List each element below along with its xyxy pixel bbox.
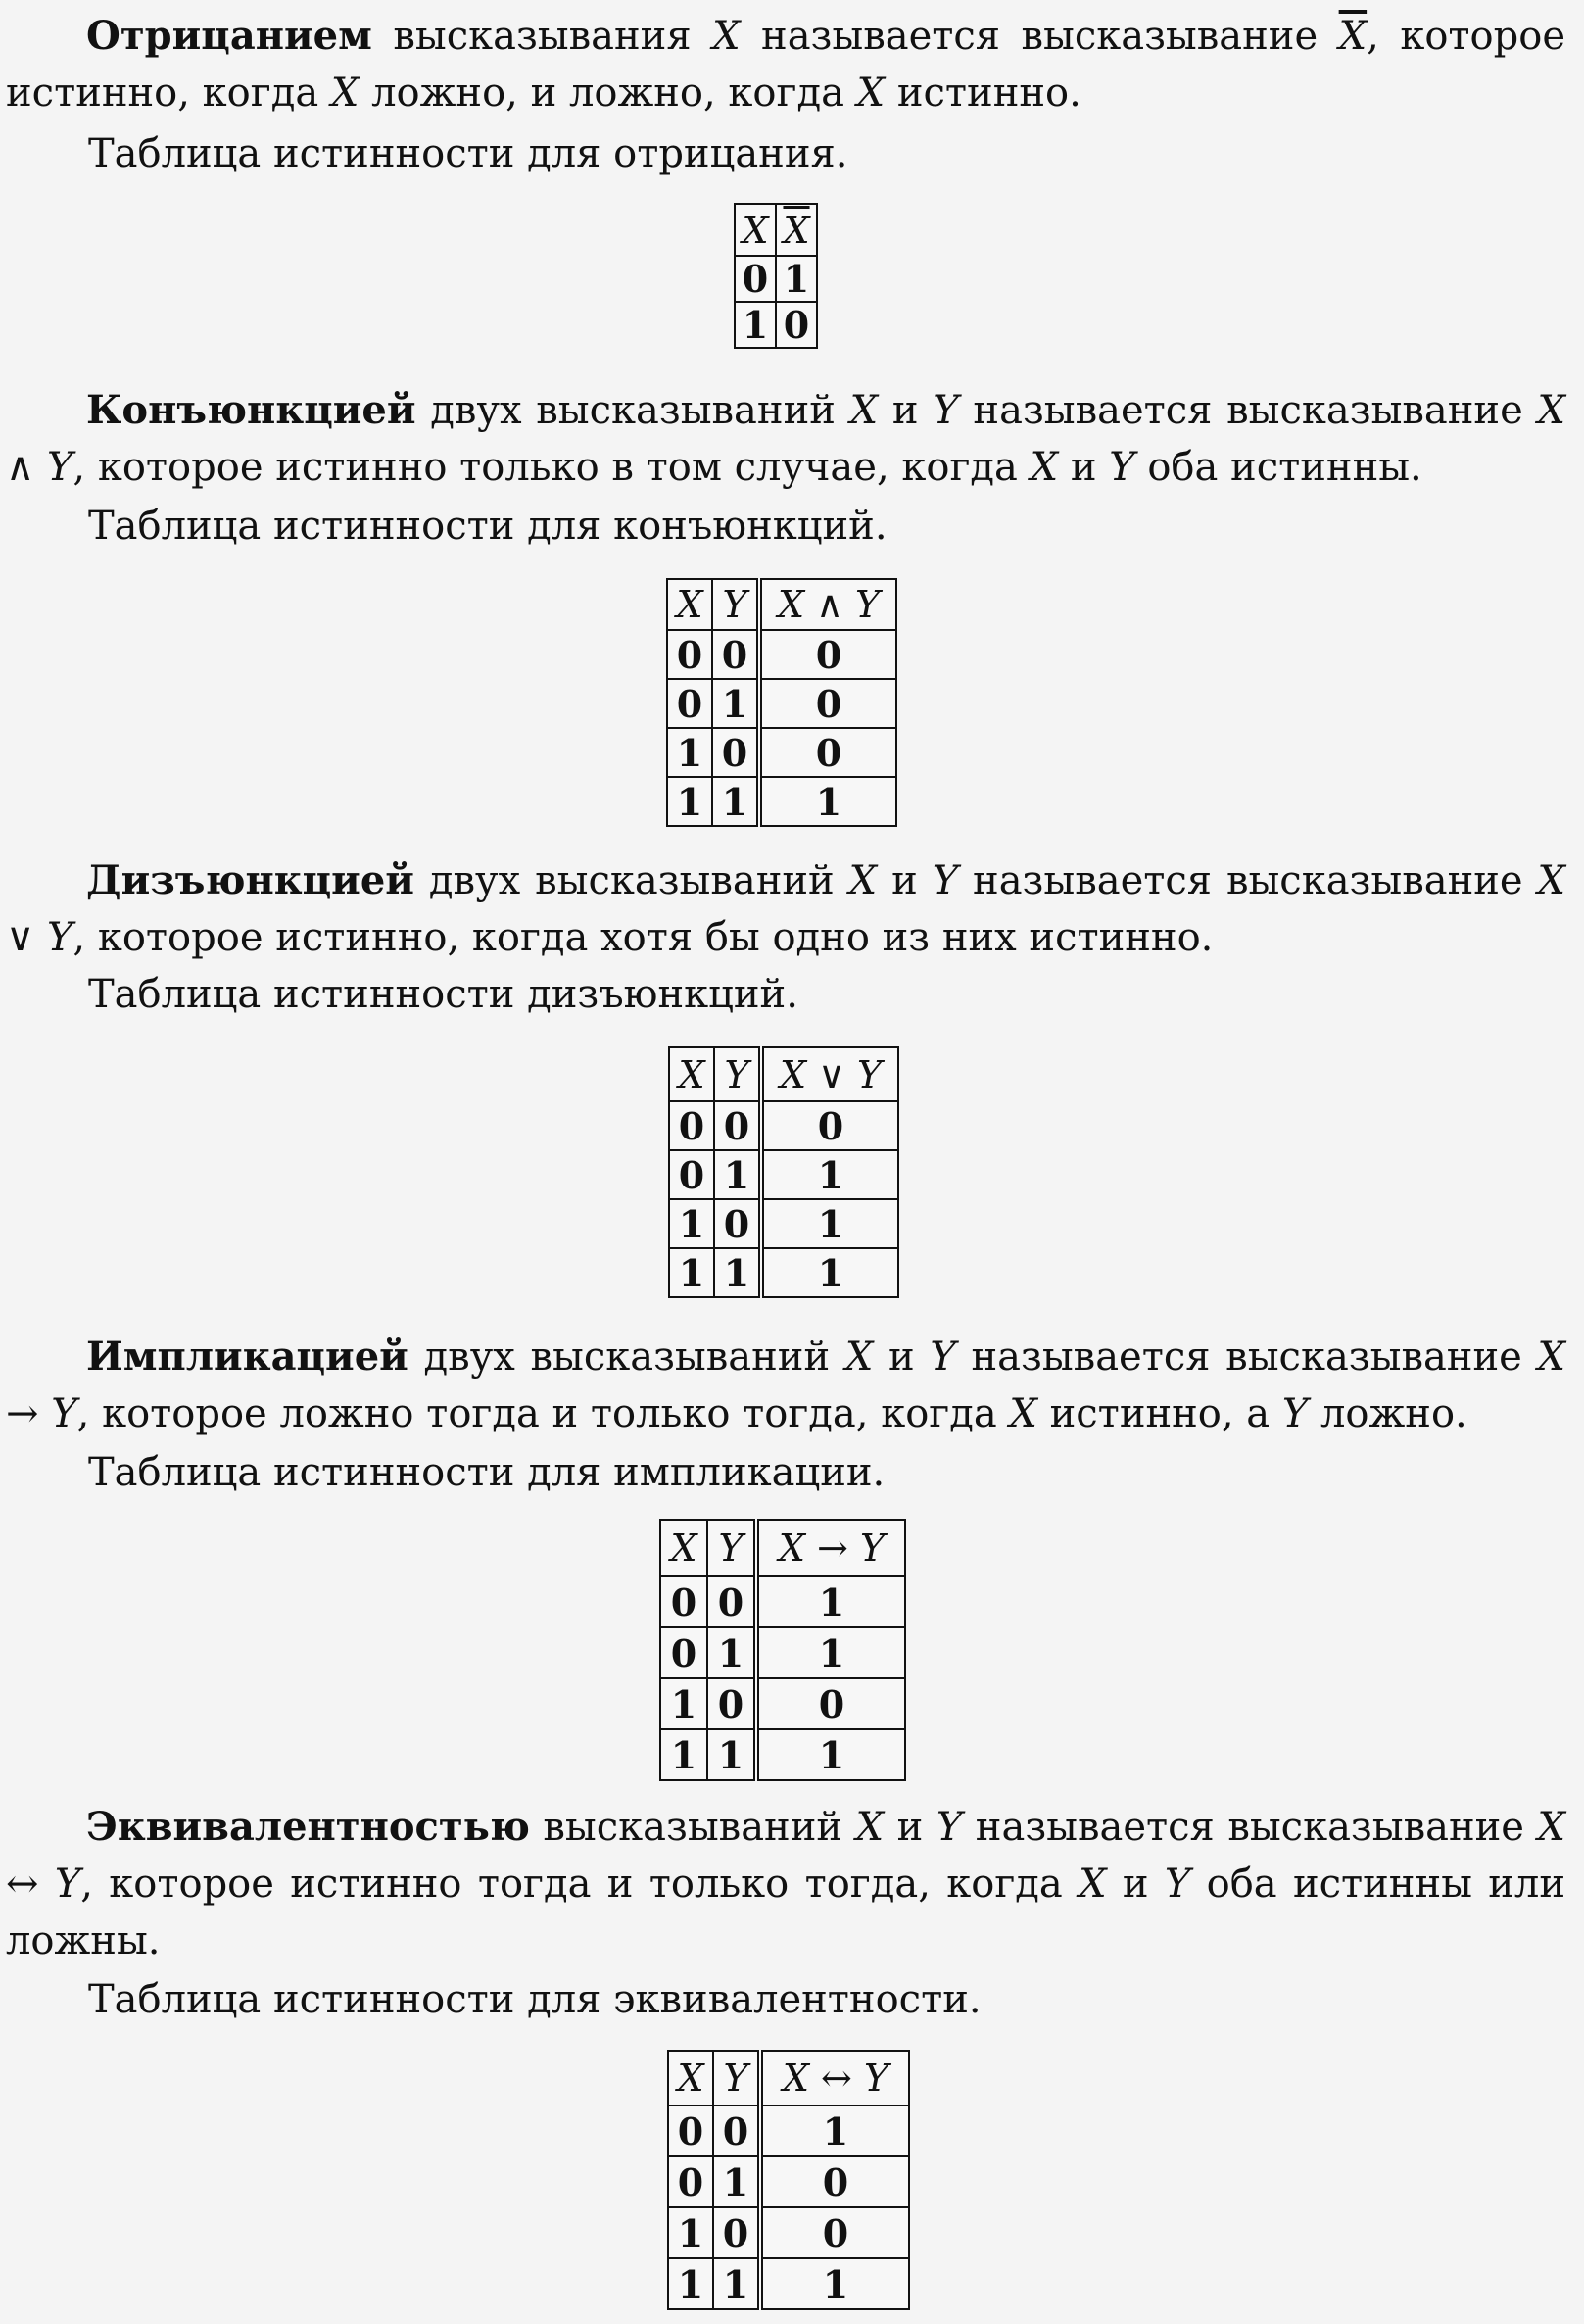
table-cell: 1 (713, 2156, 760, 2207)
table-cell: 0 (713, 2106, 760, 2156)
table-header: X ∧ Y (759, 579, 896, 630)
table-cell: 1 (660, 1678, 707, 1729)
table-cell: 0 (668, 2156, 713, 2207)
table-header: X (735, 204, 776, 256)
negation-caption: Таблица истинности для отрицания. (88, 131, 848, 176)
table-header: X (669, 1047, 714, 1101)
disjunction-term: Дизъюнкцией (86, 857, 414, 903)
table-header: Y (707, 1520, 756, 1576)
table-cell: 1 (668, 2207, 713, 2258)
table-cell: 1 (760, 2258, 909, 2309)
table-header: $\overline{X}$ (776, 204, 817, 256)
table-cell: 0 (667, 679, 712, 728)
table-header: X → Y (756, 1520, 905, 1576)
table-cell: 0 (713, 2207, 760, 2258)
negation-term: Отрицанием (86, 13, 372, 59)
table-cell: 0 (714, 1199, 761, 1248)
table-header: Y (713, 2051, 760, 2106)
table-header: Y (712, 579, 759, 630)
table-cell: 1 (669, 1248, 714, 1297)
table-cell: 1 (714, 1248, 761, 1297)
equivalence-definition: Эквивалентностью высказываний X и Y называется высказывание X ↔ Y, которое истинно тогда и только тогда, когда X и Y оба истинны или ложны. (6, 1804, 1566, 1963)
x-bar: $\overline{X}$ (1338, 14, 1368, 59)
table-cell: 1 (667, 777, 712, 826)
table-cell: 1 (761, 1248, 898, 1297)
table-cell: 0 (759, 728, 896, 777)
table-cell: 1 (756, 1576, 905, 1627)
table-cell: 0 (760, 2156, 909, 2207)
implication-definition: Импликацией двух высказываний X и Y называется высказывание X → Y, которое ложно тогда и только тогда, когда X истинно, а Y ложно. (6, 1333, 1565, 1436)
table-cell: 1 (669, 1199, 714, 1248)
table-cell: 0 (712, 630, 759, 679)
negation-truth-table (734, 203, 818, 349)
table-cell: 0 (707, 1678, 756, 1729)
table-cell: 1 (776, 256, 817, 302)
equivalence-term: Эквивалентностью (86, 1804, 530, 1850)
conjunction-truth-table (666, 578, 897, 827)
table-cell: 1 (761, 1199, 898, 1248)
table-cell: 1 (712, 777, 759, 826)
table-header: X ∨ Y (761, 1047, 898, 1101)
disjunction-truth-table (668, 1046, 899, 1298)
table-cell: 1 (735, 302, 776, 348)
table-cell: 1 (756, 1627, 905, 1678)
table-cell: 0 (759, 679, 896, 728)
implication-truth-table (659, 1519, 906, 1781)
table-cell: 1 (714, 1150, 761, 1199)
implication-caption: Таблица истинности для импликации. (88, 1450, 886, 1495)
table-cell: 0 (660, 1627, 707, 1678)
table-cell: 0 (667, 630, 712, 679)
table-cell: 1 (707, 1627, 756, 1678)
table-header: X (668, 2051, 713, 2106)
table-cell: 0 (735, 256, 776, 302)
table-cell: 0 (668, 2106, 713, 2156)
table-cell: 0 (759, 630, 896, 679)
disjunction-caption: Таблица истинности дизъюнкций. (88, 972, 798, 1017)
table-cell: 0 (660, 1576, 707, 1627)
table-cell: 0 (669, 1150, 714, 1199)
table-header: X (667, 579, 712, 630)
table-cell: 1 (712, 679, 759, 728)
table-cell: 1 (660, 1729, 707, 1780)
implication-term: Импликацией (86, 1333, 408, 1380)
table-cell: 1 (760, 2106, 909, 2156)
table-cell: 1 (713, 2258, 760, 2309)
table-cell: 0 (776, 302, 817, 348)
table-cell: 0 (714, 1101, 761, 1150)
table-cell: 1 (707, 1729, 756, 1780)
equivalence-truth-table (667, 2050, 910, 2310)
conjunction-caption: Таблица истинности для конъюнкций. (88, 504, 888, 549)
table-cell: 0 (756, 1678, 905, 1729)
disjunction-definition: Дизъюнкцией двух высказываний X и Y называется высказывание X ∨ Y, которое истинно, когда хотя бы одно из них истинно. (6, 857, 1565, 960)
equivalence-caption: Таблица истинности для эквивалентности. (88, 1977, 982, 2022)
table-header: X (660, 1520, 707, 1576)
table-cell: 0 (760, 2207, 909, 2258)
table-header: X ↔ Y (760, 2051, 909, 2106)
negation-definition: Отрицанием высказывания X называется высказывание $\overline{X}$, которое истинно, когда X ложно, и ложно, когда X истинно. (6, 13, 1565, 116)
table-cell: 0 (707, 1576, 756, 1627)
table-cell: 1 (667, 728, 712, 777)
conjunction-term: Конъюнкцией (86, 387, 416, 433)
table-cell: 1 (761, 1150, 898, 1199)
table-cell: 0 (761, 1101, 898, 1150)
table-cell: 0 (712, 728, 759, 777)
table-header: Y (714, 1047, 761, 1101)
table-cell: 1 (756, 1729, 905, 1780)
table-cell: 1 (668, 2258, 713, 2309)
table-cell: 1 (759, 777, 896, 826)
table-cell: 0 (669, 1101, 714, 1150)
conjunction-definition: Конъюнкцией двух высказываний X и Y называется высказывание X ∧ Y, которое истинно только в том случае, когда X и Y оба истинны. (6, 387, 1565, 490)
